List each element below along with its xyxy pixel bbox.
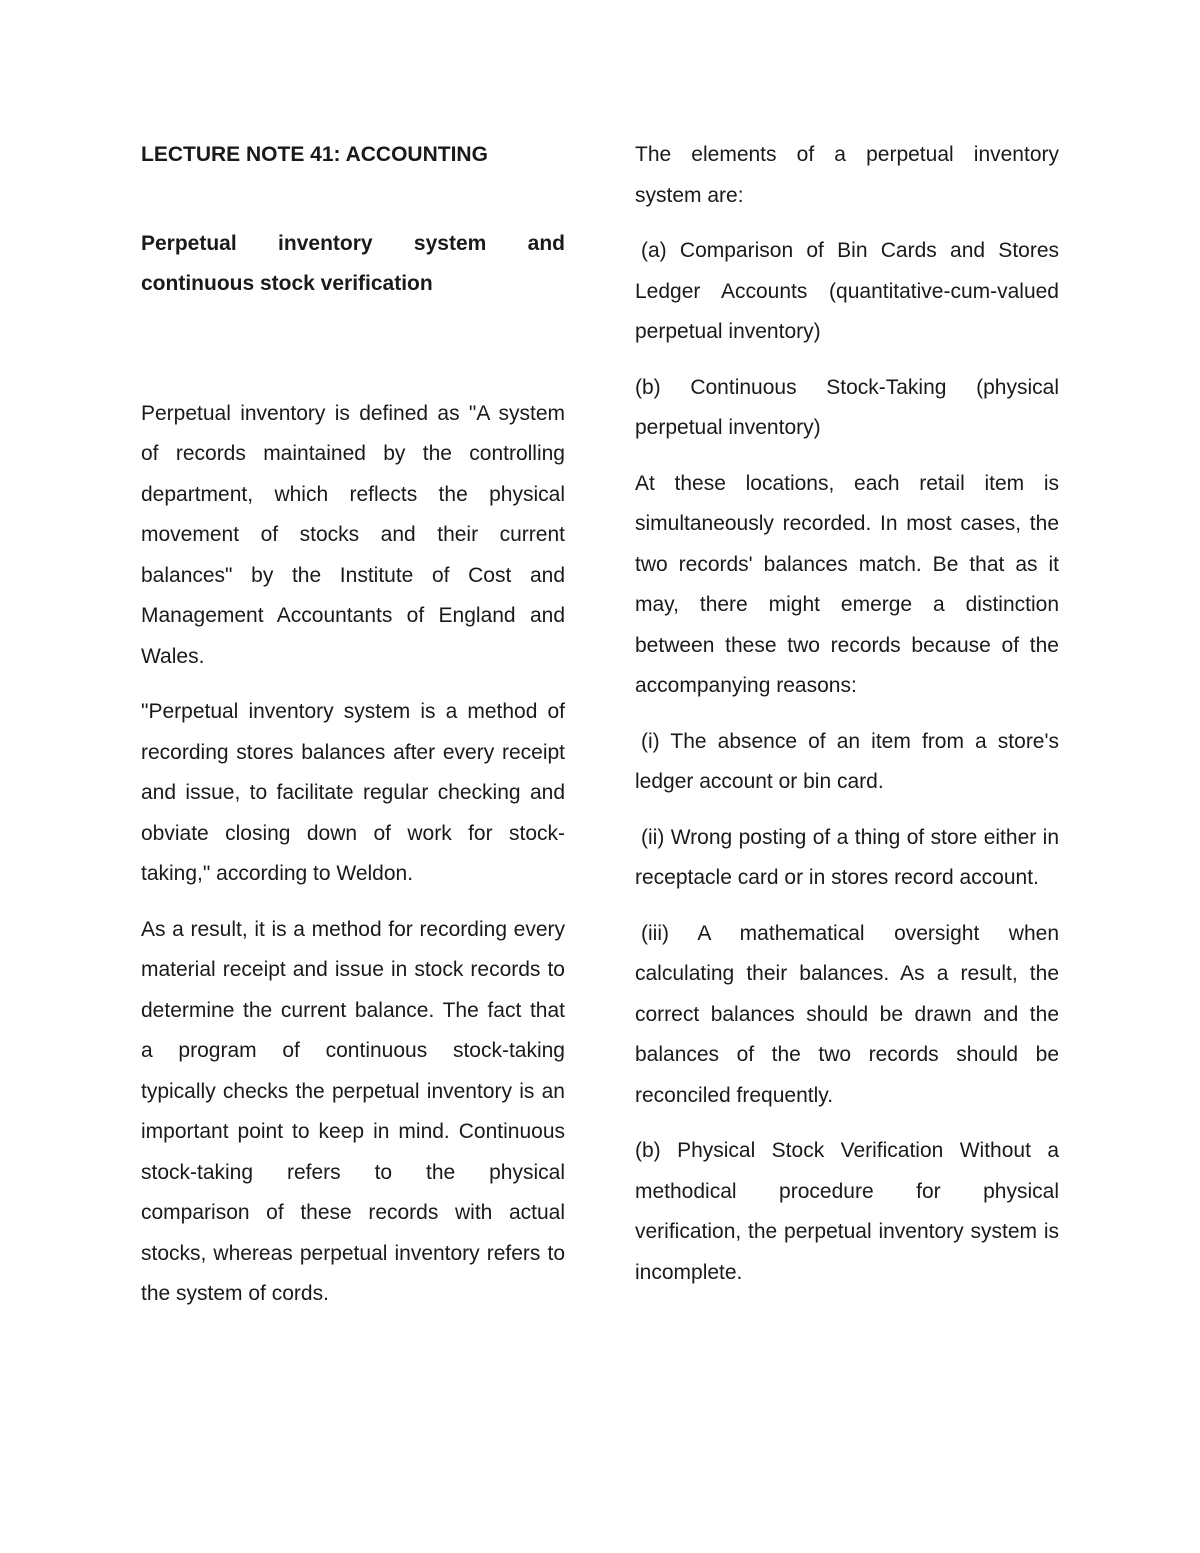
list-item-i: (i) The absence of an item from a store's ledger account or bin card. bbox=[635, 729, 1059, 793]
right-column bbox=[635, 135, 1059, 1308]
paragraph-definition: Perpetual inventory is defined as "A system of records maintained by the controlling department, which reflects the physical movement of stocks and their current balances" by the Institute of Cost and Management Accountants of England and Wales. bbox=[141, 401, 565, 668]
list-item-a: (a) Comparison of Bin Cards and Stores Ledger Accounts (quantitative-cum-valued perpetual inventory) bbox=[635, 239, 1059, 343]
list-item-iii: (iii) A mathematical oversight when calculating their balances. As a result, the correct balances should be drawn and the balances of the two records should be reconciled frequently. bbox=[635, 921, 1059, 1107]
paragraph-elements-intro: The elements of a perpetual inventory system are: bbox=[635, 143, 1059, 207]
list-item-b: (b) Continuous Stock-Taking (physical perpetual inventory) bbox=[635, 375, 1059, 439]
paragraph-method-summary: As a result, it is a method for recording every material receipt and issue in stock records to determine the current balance. The fact that a program of continuous stock-taking typically checks the perpetual inventory is an important point to keep in mind. Continuous stock-taking refers to the physical comparison of these records with actual stocks, whereas perpetual inventory refers to the system of cords. bbox=[141, 917, 565, 1305]
section-heading: Perpetual inventory system and continuous stock verification bbox=[141, 231, 565, 295]
list-item-ii: (ii) Wrong posting of a thing of store either in receptacle card or in stores record account. bbox=[635, 825, 1059, 889]
paragraph-weldon-quote: "Perpetual inventory system is a method of recording stores balances after every receipt and issue, to facilitate regular checking and obviate closing down of work for stock-taking," according to Weldon. bbox=[141, 700, 565, 885]
paragraph-physical-verification: (b) Physical Stock Verification Without a methodical procedure for physical verification, the perpetual inventory system is incomplete. bbox=[635, 1139, 1059, 1284]
document-title: LECTURE NOTE 41: ACCOUNTING bbox=[141, 143, 488, 166]
left-column bbox=[141, 135, 565, 1330]
paragraph-locations: At these locations, each retail item is simultaneously recorded. In most cases, the two records' balances match. Be that as it may, there might emerge a distinction between these two records because of the accompanying reasons: bbox=[635, 471, 1059, 697]
